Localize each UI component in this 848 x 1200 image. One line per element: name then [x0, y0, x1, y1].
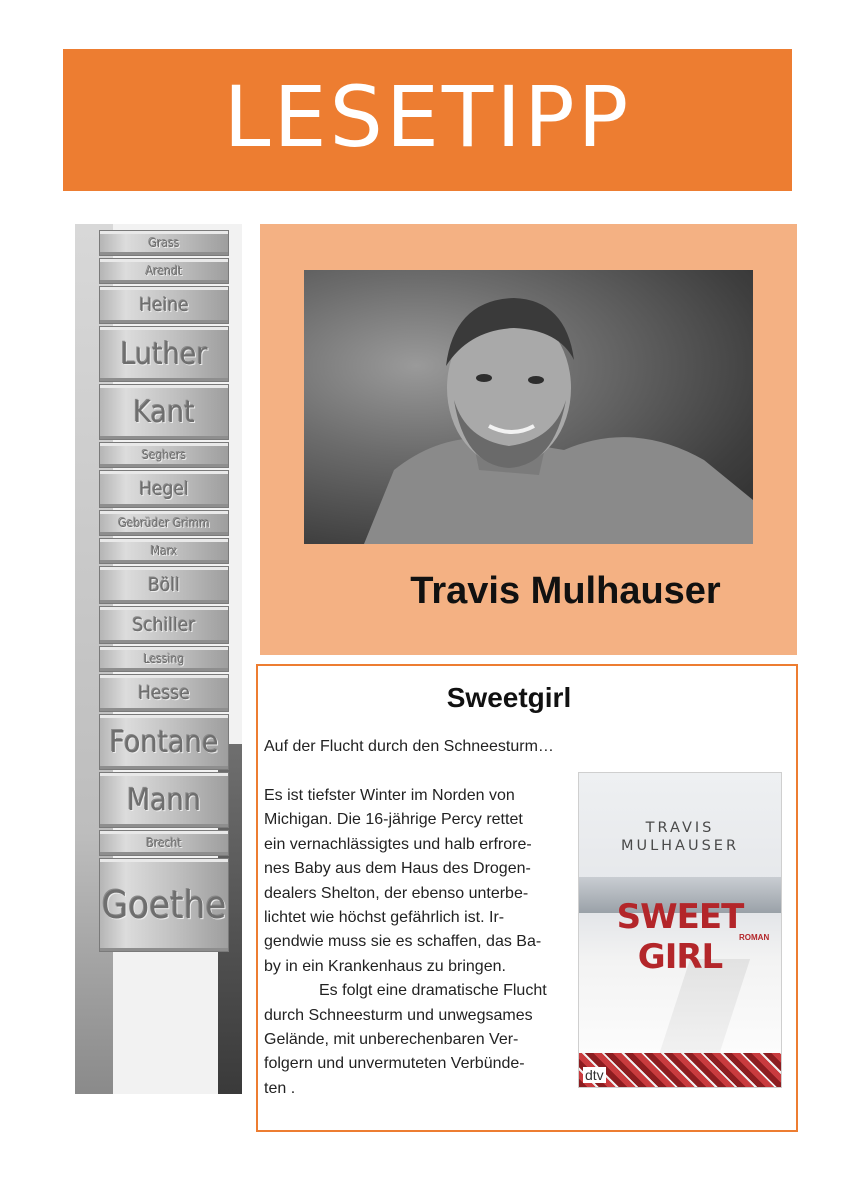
cover-publisher-logo: dtv: [585, 1067, 604, 1083]
book-stack: [99, 230, 229, 954]
tower-book: [99, 230, 229, 256]
tower-book-label: Marx: [150, 544, 178, 558]
description-line: Gelände, mit unberechenbaren Ver-: [264, 1031, 519, 1049]
cover-title: SWEET GIRL: [616, 897, 744, 977]
description-line: lichtet wie höchst gefährlich ist. Ir-: [264, 909, 505, 927]
tower-book: [99, 384, 229, 440]
tower-book-label: Grass: [148, 236, 180, 250]
tower-book-label: Lessing: [143, 652, 185, 666]
book-cover: [578, 772, 782, 1088]
book-info-box: [256, 664, 798, 1132]
cover-author-last: MULHAUSER: [620, 838, 740, 854]
tower-book: [99, 566, 229, 604]
author-portrait: [304, 270, 753, 544]
tower-book: [99, 714, 229, 770]
tower-book: [99, 510, 229, 536]
cover-author-first: TRAVIS: [645, 820, 715, 836]
description-line: gendwie muss sie es schaffen, das Ba-: [264, 933, 542, 951]
tower-book-label: Luther: [120, 336, 208, 372]
tower-book: [99, 646, 229, 672]
tower-book-label: Heine: [139, 294, 189, 316]
description-line: durch Schneesturm und unwegsames: [264, 1006, 533, 1024]
description-line: Es folgt eine dramatische Flucht: [319, 982, 547, 1000]
cover-author: [579, 819, 781, 855]
tower-book: [99, 470, 229, 508]
cover-pattern: [579, 1053, 781, 1087]
book-title: Sweetgirl: [446, 682, 572, 713]
description-line: by in ein Krankenhaus zu bringen.: [264, 957, 506, 975]
tower-book-label: Kant: [133, 394, 195, 430]
tower-book-label: Gebrüder Grimm: [118, 516, 210, 530]
author-panel: [260, 224, 797, 655]
tower-book: [99, 326, 229, 382]
tower-book: [99, 674, 229, 712]
tower-book-label: Böll: [148, 574, 180, 596]
tower-book: [99, 830, 229, 856]
cover-subtitle: ROMAN: [739, 933, 770, 942]
tower-book: [99, 538, 229, 564]
description-line: folgern und unvermuteten Verbünde-: [264, 1055, 525, 1073]
tower-book: [99, 606, 229, 644]
tower-book-label: Mann: [126, 782, 202, 818]
book-tower-image: [75, 224, 242, 1094]
tower-book-label: Arendt: [145, 264, 183, 278]
tower-book: [99, 286, 229, 324]
banner-title: LESETIPP: [223, 68, 632, 166]
author-name: Travis Mulhauser: [410, 570, 721, 612]
author-photo: [304, 270, 753, 544]
tower-book-label: Goethe: [101, 883, 227, 927]
description-line: nes Baby aus dem Haus des Drogen-: [264, 860, 531, 878]
tower-book-label: Fontane: [109, 724, 219, 760]
tower-book-label: Hesse: [138, 682, 190, 704]
tower-book-label: Schiller: [132, 614, 196, 636]
description-line: Es ist tiefster Winter im Norden von: [264, 787, 515, 804]
tower-book-label: Seghers: [142, 448, 186, 462]
tower-book-label: Brecht: [146, 836, 182, 850]
tower-book: [99, 858, 229, 952]
book-description: [264, 784, 570, 1101]
tower-book-label: Hegel: [139, 478, 189, 500]
tower-book: [99, 772, 229, 828]
description-line: dealers Shelton, der ebenso unterbe-: [264, 884, 529, 902]
tower-book: [99, 442, 229, 468]
description-line: ein vernachlässigtes und halb erfrore-: [264, 835, 532, 853]
tower-book: [99, 258, 229, 284]
lesetipp-banner: [63, 49, 792, 191]
description-line: ten .: [264, 1079, 296, 1097]
book-tagline: Auf der Flucht durch den Schneesturm…: [264, 738, 554, 755]
description-line: Michigan. Die 16-jährige Percy rettet: [264, 811, 523, 829]
